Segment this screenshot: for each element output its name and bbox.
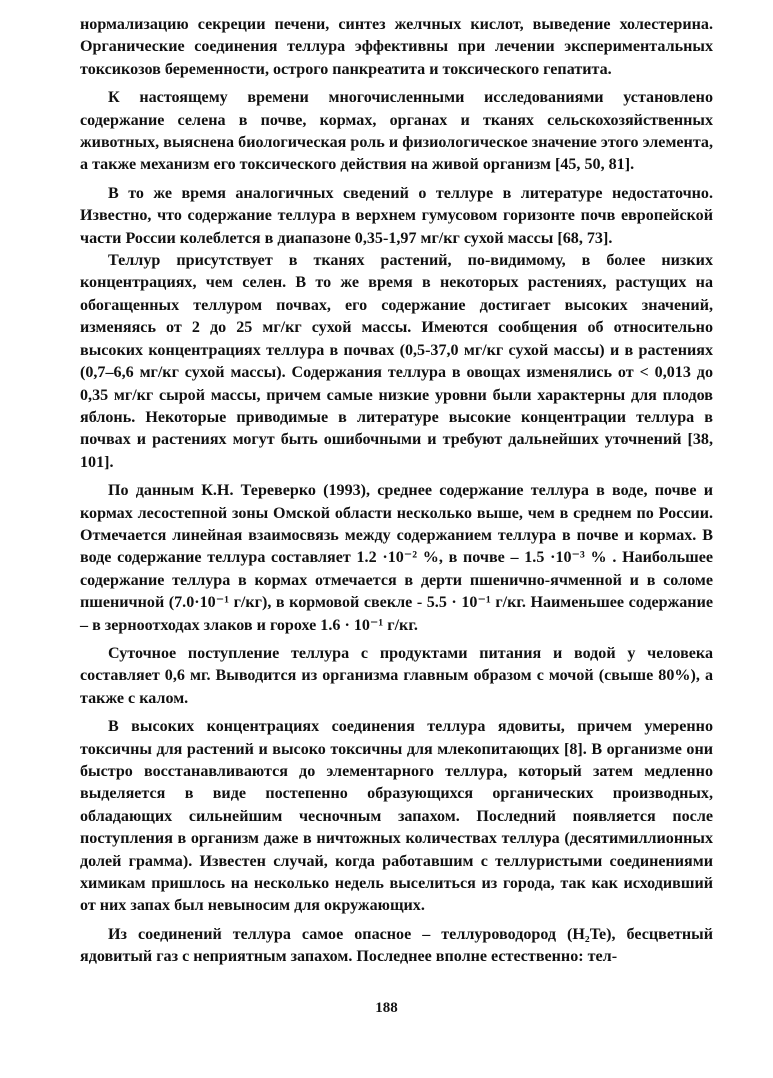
paragraph-6: Суточное поступление теллура с продуктами питания и водой у человека составляет 0,6 мг. Выводится из организма главным образом с мочой (свыше 80%), а также с калом. [80, 644, 713, 707]
paragraph-7: В высоких концентрациях соединения теллура ядовиты, причем умеренно токсичны для растений и высоко токсичны для млекопитающих [8]. В организме они быстро восстанавливаются до элементарного теллура, который затем медленно выделяется в виде постепенно образующихся органических производных, обладающих сильнейшим чесночным запахом. Последний появляется после поступления в организм даже в ничтожных количествах теллура (десятимиллионных долей грамма). Известен случай, когда работавшим с теллуристыми соединениями химикам пришлось на несколько недель выселиться из города, так как исходивший от них запах был невыносим для окружающих. [80, 718, 713, 915]
paragraph-3: В то же время аналогичных сведений о теллуре в литературе недостаточно. Известно, что содержание теллура в верхнем гумусовом горизонте почв европейской части России колеблется в диапазоне 0,35-1,97 мг/кг сухой массы [68, 73]. [80, 184, 713, 247]
paragraph-5: По данным К.Н. Тереверко (1993), среднее содержание теллура в воде, почве и кормах лесостепной зоны Омской области несколько выше, чем в среднем по России. Отмечается линейная взаимосвязь между содержанием теллура в почве и кормах. В воде содержание теллура составляет 1.2 ·10⁻² %, в почве – 1.5 ·10⁻³ % . Наибольшее содержание теллура в кормах отмечается в дерти пшенично-ячменной и в соломе пшеничной (7.0·10⁻¹ г/кг), в кормовой свекле - 5.5 · 10⁻¹ г/кг. Наименьшее содержание – в зерноотходах злаков и горохе 1.6 · 10⁻¹ г/кг. [80, 482, 713, 634]
body-text [80, 14, 713, 969]
paragraph-8: Из соединений теллура самое опасное – теллуроводород (H₂Te), бесцветный ядовитый газ с неприятным запахом. Последнее вполне естественно: тел- [80, 925, 713, 966]
paragraph-2: К настоящему времени многочисленными исследованиями установлено содержание селена в почве, кормах, органах и тканях сельскохозяйственных животных, выяснена биологическая роль и физиологическое значение этого элемента, а также механизм его токсического действия на живой организм [45, 50, 81]. [80, 89, 713, 174]
paragraph-1: нормализацию секреции печени, синтез желчных кислот, выведение холестерина. Органические соединения теллура эффективны при лечении экспериментальных токсикозов беременности, острого панкреатита и токсического гепатита. [80, 16, 713, 78]
paragraph-4: Теллур присутствует в тканях растений, по-видимому, в более низких концентрациях, чем селен. В то же время в некоторых растениях, растущих на обогащенных теллуром почвах, его содержание достигает высоких значений, изменяясь от 2 до 25 мг/кг сухой массы. Имеются сообщения об относительно высоких концентрациях теллура в почвах (0,5-37,0 мг/кг сухой массы) и в растениях (0,7–6,6 мг/кг сухой массы). Содержания теллура в овощах изменялись от < 0,013 до 0,35 мг/кг сырой массы, причем самые низкие уровни были характерны для плодов яблонь. Некоторые приводимые в литературе высокие концентрации теллура в почвах и растениях могут быть ошибочными и требуют дальнейших уточнений [38, 101]. [80, 252, 713, 471]
page-number: 188 [375, 1000, 398, 1016]
